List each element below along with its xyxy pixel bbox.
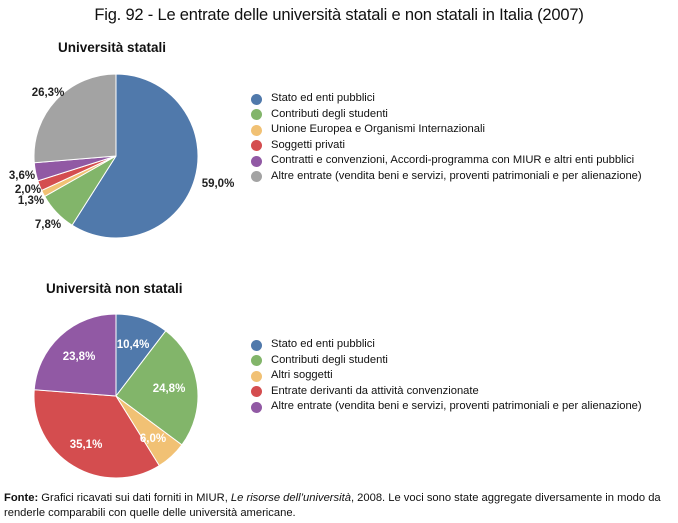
legend-item xyxy=(251,353,642,369)
legend-label: Contributi degli studenti xyxy=(271,107,388,120)
data-label: 1,3% xyxy=(17,195,45,207)
legend-label: Contratti e convenzioni, Accordi-programma con MIUR e altri enti pubblici xyxy=(271,154,635,166)
data-label: 59,0% xyxy=(201,178,235,190)
legend-swatch xyxy=(251,125,262,136)
data-label: 7,8% xyxy=(34,219,62,231)
chart-title-statali: Università statali xyxy=(58,40,167,55)
legend-swatch xyxy=(251,340,262,351)
legend-label: Altre entrate (vendita beni e servizi, proventi patrimoniali e per alienazione) xyxy=(271,169,642,182)
legend-swatch xyxy=(251,94,262,105)
legend-item xyxy=(251,107,642,123)
legend-item xyxy=(251,169,642,185)
source-note xyxy=(4,491,676,521)
legend-label: Altre entrate (vendita beni e servizi, proventi patrimoniali e per alienazione) xyxy=(271,400,642,412)
legend-item xyxy=(251,122,642,138)
legend-label: Contributi degli studenti xyxy=(271,353,388,366)
data-label: 6,0% xyxy=(139,433,167,445)
data-label: 35,1% xyxy=(69,439,103,451)
data-label: 24,8% xyxy=(152,383,186,395)
legend-item xyxy=(251,384,642,400)
legend-statali xyxy=(251,91,642,184)
source-text-after: , 2008. Le voci sono state aggregate diversamente in modo da renderle comparabili con quelle delle università americane. xyxy=(4,492,661,519)
data-label: 26,3% xyxy=(31,87,65,99)
legend-swatch xyxy=(251,371,262,382)
legend-item xyxy=(251,153,642,169)
legend-label: Altri soggetti xyxy=(271,369,333,381)
data-label: 3,6% xyxy=(8,170,36,182)
legend-item xyxy=(251,337,642,353)
legend-swatch xyxy=(251,171,262,182)
legend-swatch xyxy=(251,386,262,397)
legend-item xyxy=(251,91,642,107)
legend-label: Stato ed enti pubblici xyxy=(271,338,375,350)
legend-label: Unione Europea e Organismi Internazionali xyxy=(271,123,485,135)
data-label: 10,4% xyxy=(116,339,150,351)
legend-swatch xyxy=(251,402,262,413)
legend-item xyxy=(251,138,642,154)
legend-non-statali xyxy=(251,337,642,415)
legend-swatch xyxy=(251,140,262,151)
source-text-before: Grafici ricavati sui dati forniti in MIUR, xyxy=(38,492,231,504)
legend-label: Soggetti privati xyxy=(271,138,346,151)
legend-item xyxy=(251,399,642,415)
legend-label: Stato ed enti pubblici xyxy=(271,92,375,104)
source-title: Le risorse dell’università xyxy=(230,492,351,504)
legend-swatch xyxy=(251,156,262,167)
chart-title-non-statali: Università non statali xyxy=(46,281,183,296)
data-label: 23,8% xyxy=(62,351,96,363)
legend-swatch xyxy=(251,355,262,366)
legend-label: Entrate derivanti da attività convenzionate xyxy=(271,384,479,397)
data-label: 2,0% xyxy=(14,184,42,196)
figure-title: Fig. 92 - Le entrate delle università statali e non statali in Italia (2007) xyxy=(94,6,584,24)
source-label: Fonte: xyxy=(4,492,39,504)
legend-item xyxy=(251,368,642,384)
legend-swatch xyxy=(251,109,262,120)
